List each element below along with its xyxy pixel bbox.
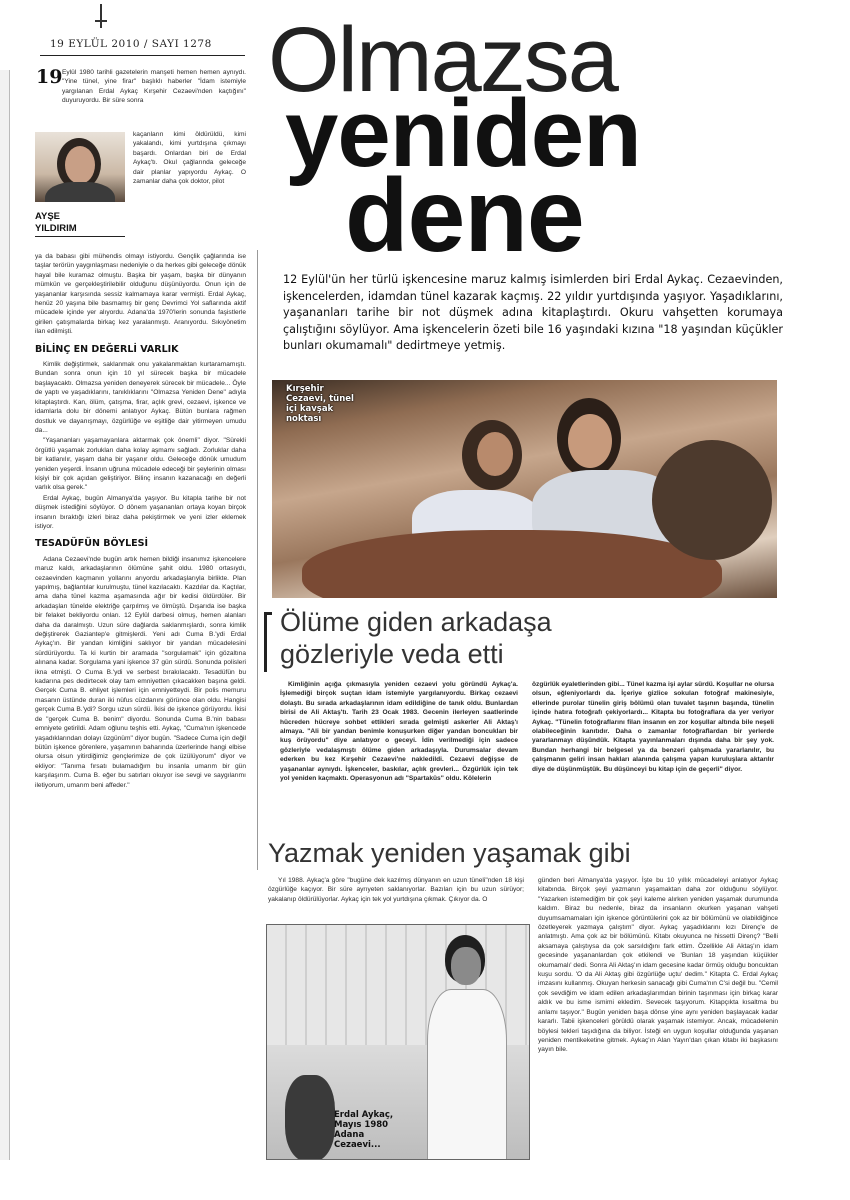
section3-title: Yazmak yeniden yaşamak gibi [268,838,631,868]
headline-line2: yeniden [285,80,641,187]
photo2-caption-line: Erdal Aykaç, [334,1110,394,1120]
photo1-caption-line: Cezaevi, tünel [286,394,354,404]
photo2-caption-line: Mayıs 1980 [334,1120,389,1130]
left-margin-line [0,70,10,1160]
section2-bracket [264,612,272,672]
col1-paragraph: Erdal Aykaç, bugün Almanya'da yaşıyor. Bu kitapla tarihe bir not düşmek istediğini söylüyor. O dönem yaşananları ortaya koyan birçok insanın bıraktığı izleri biraz daha pekiştirmek ve yeni izler eklemek istiyor. [35,494,246,530]
photo2-caption-line: Adana [334,1130,365,1140]
photo1-caption-line: Kırşehir [286,384,324,394]
lede: 12 Eylül'ün her türlü işkencesine maruz kalmış isimlerden biri Erdal Aykaç. Cezaevinden, işkencelerden, idamdan tünel kazarak kaçmış. 22 yıldır yurtdışında yaşıyor. Yaşadıklarını, yaşananları tarihe bir not düşmek adına kitaplaştırdı. Okuru vahşetten korumaya çalıştığını söylüyor. Ama işkencelerin özeti bile 16 yaşındaki kızına "18 yaşından küçükler bunları okumamalı" dedirtmeye yetmiş. [283,273,783,353]
photo2-caption [334,1110,393,1150]
dropcap: 19 [36,66,63,88]
subhead-tesaduf: TESADÜFÜN BÖYLESİ [35,538,149,550]
section2-title-line2: gözleriyle veda etti [280,639,504,669]
author-photo [35,132,125,202]
col1-body [35,252,246,1160]
section2-col-a: Kimliğinin açığa çıkmasıyla yeniden cezaevi yolu göründü Aykaç'a. İşlemediği birçok suçtan idam istemiyle yargılanıyordu. Birkaç cezaevi dolaştı. Bu sırada arkadaşlarının idam edildiğine de tanık oldu. Bunlardan birisi de Ali Aktaş'tı. Tarih 23 Ocak 1983. Gecenin ilerleyen saatlerinde hücreden hücreye sohbet ettikleri sırada gelmişti askerler Ali Aktaş'ı almaya. "Ali bir yandan benimle konuşurken diğer yandan boncukları bir kuş örüyordu" diye anlatıyor o geceyi. İdin verilmediği için sadece gözleriyle vedalaşmıştı ölüme giden arkadaşıyla. Durumsalar devam ederken bu kez Kırşehir Cezaevi'ne nakledildi. Cezaevi değişse de yaşananlar aynıydı. İşkenceler, baskılar, açlık grevleri... Özgürlük için tek yol yeniden kaçmaktı. Operasyonun adı "Spartaküs" oldu. Kölelerin [280,681,518,783]
headline-line1: Olmazsa [268,9,617,111]
header-rule [40,55,245,56]
intro-side: kaçanların kimi öldürüldü, kimi yakalandı, kimi yurtdışına çıkmayı başardı. Onlardan biri de Erdal Aykaç'tı. Okul çağlarında geleceğe dair planlar yapıyordu Aykaç. O zamanlar daha çok doktor, pilot [133,131,246,186]
section3-col-a-top: Yıl 1988. Aykaç'a göre "bugüne dek kazılmış dünyanın en uzun tüneli"nden 18 kişi özgürlüğe kaçıyor. Bir süre ayrıyeten saklanıyorlar. Bazıları için bu uzun sürüyor; yakalanıp öldürülüyorlar. Aykaç için tek yol yurtdışına çıkmak. Çıkıyor da. O [268,877,524,903]
author-rule [35,236,125,237]
issue-date: 19 EYLÜL 2010 / SAYI 1278 [50,38,212,50]
photo1-caption-line: noktası [286,414,322,424]
section2-col-b: özgürlük eyaletlerinden gibi... Tünel kazma işi aylar sürdü. Koşullar ne olursa olsun, eğleniyorlardı da. İçeriye gizlice sokulan fotoğraf makinesiyle, ellerinde purolar tünelin giriş bölümü olan tuvalet taşının başında, tünelin içinde hatıra fotoğrafı çekiyorlardı... Kitapta bu fotoğraflara da yer veriyor Aykaç. "Tünelin fotoğraflarını filan insanın en zor koşullar altında bile neşeli olabileceğinin kanıtıdır. Daha o zamanlar fotoğraflardan bir yerlerde yararlanmayı düşündük. Kitapta yayınlanmaları dışında daha bir şey yok. Bundan herhangi bir belgesel ya da benzeri çalışmada yararlanılır, bu çalışmanın geliri insan hakları alanında çalışma yapan kuruluşlara aktarılır diye de düşünmüştük. Bu düşünceyi bu kitap için de geçerli" diyor. [532,681,774,773]
photo1-caption-line: içi kavşak [286,404,334,414]
author-last-name: YILDIRIM [35,223,77,234]
portrait-photo [266,924,530,1160]
section3-col-b: günden beri Almanya'da yaşıyor. İşte bu 10 yıllık mücadeleyi anlatıyor Aykaç kitabında. Birçok şeyi yazmanın yaşamaktan daha zor olduğunu söylüyor. "Yazarken istemediğim bir çok şeyi kaleme alırken yeniden yaşamak durumunda kaldım. Biraz bu nedenle, biraz da insanların okurken yaşanan vahşeti duyumsamamaları için işkence görüntülerini çok az bir bölümünü ve olabildiğince özetleyerek yazmaya çalıştım" diyor. Aykaç yaşadıklarını kızı Direnç'e de anlatmıştı. Ama çok az bir bölümünü. Kitabı okuyunca ne hissetti Direnç? "Belli aksamaya çalıştıysa da çok sarsıldığını fark ettim. Özellikle Ali Aktaş'ın idam gecesinde yaşananlardan çok etkilendi ve 'Bunları 18 yaşından küçükler okumamalı' dedi. Sonra Ali Aktaş'ın idam gecesine kadar örmüş olduğu boncuktan kuşu sordu. 'O da Ali Aktaş gibi özgürlüğe uçtu' dedim." Kitapta C. Erdal Aykaç imzasını kullanmış. Okuyan herkesin sanacağı gibi Cuma'nın C'si değil bu. "Cemil çok sevdiğim ve idam edilen arkadaşlarımdan birinin taşınması için birkaç karar aldık ve bu isme ismimi ekledim. Sevecek taşıyorum. Kitapçıkta kısaltma bu anlamı taşıyor." Bugün yeniden başa dönse yine aynı yeniden başlayacak kadar kararlı. Tabii işkenceleri görüldü olarak yaşamak istemiyor. Ancak, mücadelenin böylesi tekleri taşıdığına da biliyor. İsteği en uygun koşullar olduğunda yaşanan yeniden mentikeketine gitmek. Aykaç'ın Alan Yayın'dan çıkan kitabı iki başkasını yayın bile. [538,877,778,1054]
column-divider [257,250,258,870]
col1-paragraph: ya da babası gibi mühendis olmayı istiyordu. Gençlik çağlarında ise taşlar terörün yaygınlaşması nedeniyle o da herkes gibi geleceğe dönük hayal bile kuramaz olmuştu. Başka bir yaşam, başka bir dünyanın mümkün ve gerçekleştirilebilir olduğunu düşünüyordu. Onun için de yaşananlar karşısında sessiz kalmamaya karar vermişti. Erdal Aykaç, henüz 20 yaşına bile basmamış bir genç Devrimci Yol saflarında aktif mücadele içinde yer alıyordu. Adana'da 1970'lerin sonunda faşistlerle girilen çatışmalarda birkaç kez yaralanmıştı. Aranıyordu. Sıkıyönetim ilan edilmişti. [35,253,246,336]
subhead-bilinc: BİLİNÇ EN DEĞERLİ VARLIK [35,343,179,355]
photo1-caption [286,384,354,424]
photo2-caption-line: Cezaevi... [334,1140,381,1150]
author-first-name: AYŞE [35,211,60,222]
col1-paragraph: Kimlik değiştirmek, saklanmak onu yakalanmaktan kurtaramamıştı. Bundan sonra onun için 10 yıl sürecek başka bir mücadele başlayacaktı. Olmazsa yeniden deneyerek sürecek bir mücadele... Öyle de yaptı ve yaşadıklarını, tanıklıklarını "Olmazsa Yeniden Dene" adıyla kitaplaştırdı. Kan, ölüm, çatışma, firar, açlık grevi, cezaevi, işkence ve idamlarla dolu bir dönemi anlatıyor Aykaç. Bütün bunlara rağmen dostluk ve dayanışmayı, özgürlüğe ve eşitliğe dair yitirmeyen umudu da... [35,361,246,434]
headline-line3: dene [345,158,584,274]
registration-mark [100,14,102,28]
col1-paragraph: Adana Cezaevi'nde bugün artık hemen bildiği insanımız işkencelere maruz kaldı, arkadaşlarının ölümüne şahit oldu. 1980 ortasıydı, cezaevinden kaçmanın yollarını arıyordu arkadaşlarıyla birlikte. Plan yapılmış, bağlantılar kurulmuştu, tünel kazılacaktı. Kazdılar da. Kaçtılar, ama daha tünel kazma aşamasında ağır bir kedisi öldürdüler. Bir arkadaşları tünelde elektriğe çarpılmış ve ölmüştü. Dışarıda ise başka bir felaket bekliyordu onları. 12 Eylül darbesi olmuş, hemen alanları daha da daralmıştı. Uzun süre dağlarda saklanmışlardı, sonra kimlik değiştirerek Gaziantep'e gitmişlerdi. Yeni adı Cuma B.'ydi Erdal Aykaç'ın. Bir yandan kimliğini saklıyor bir yandan mücadelesini sürdürüyordu. Ta ki kurtin bir aramada "sorgulamak" için gözaltına alınana kadar. Sorgulama yani işkence 37 gün sürdü. Sonunda polisleri ikna etmişti. O Cuma B.'ydi ve serbest bırakılacaktı. Tesadüfün bu kadarına pes dedirtecek olay tam emniyetten çıkacakken başına geldi. Gerçek Cuma B. ehliyet işlemleri için emniyetteydi. Bir polis memuru masanın üstünde duran iki nüfus cüzdanını görünce olan oldu. Hangisi gerçek Cuma B.'ydi? Sorgu uzun sürdü. İkisi de işkence görüyordu. İkisi de "gerçek Cuma B. benim" diyordu. Sonunda Cuma B.'nin babası emniyete getirildi. Adam oğlunu teşhis etti. Aykaç, "Cuma'nın işkencede yaşadıklarından dolayı üzgünüm" diyor bugün. "Sadece Cuma için değil bütün işkence görenlere, yaşamının baharında üzerlerinde hangi elbise olursa olsun yitirdiğimiz gençlerimize de çok üzülüyorum" diyor ve ekliyor: "Tanıma fırsatı bulamadığım bu insanla umarım bir gün karşılaşırım. Cuma B. eğer bu satırları okuyor ise sevgi ve saygılarımı iletiyorum, umarım beni affeder." [35,555,246,789]
intro-top: Eylül 1980 tarihli gazetelerin manşeti hemen hemen aynıydı. "Yine tünel, yine firar" başlıklı haberler "İdam istemiyle yargılanan Erdal Aykaç Kırşehir Cezaevi'nden kaçtığını" duyuruyordu. Bir süre sonra [62,69,246,105]
col1-paragraph: "Yaşananları yaşamayanlara aktarmak çok önemli" diyor. "Sürekli örgütlü yaşamak zorlukları daha kolay aşmamı sağladı. Zorluklar daha bir katlanılır, yaşam daha bir yaşanır oldu. Geleceğe dönük umudum yeniden yeşerdi. İnsanın uğruna mücadele edeceği bir şeylerinin olması kişiyi bir çok açıdan geliştiriyor. Bilinç insanın kazanacağı en değerli varlık olsa gerek." [35,437,246,492]
section2-title-line1: Ölüme giden arkadaşa [280,607,552,637]
